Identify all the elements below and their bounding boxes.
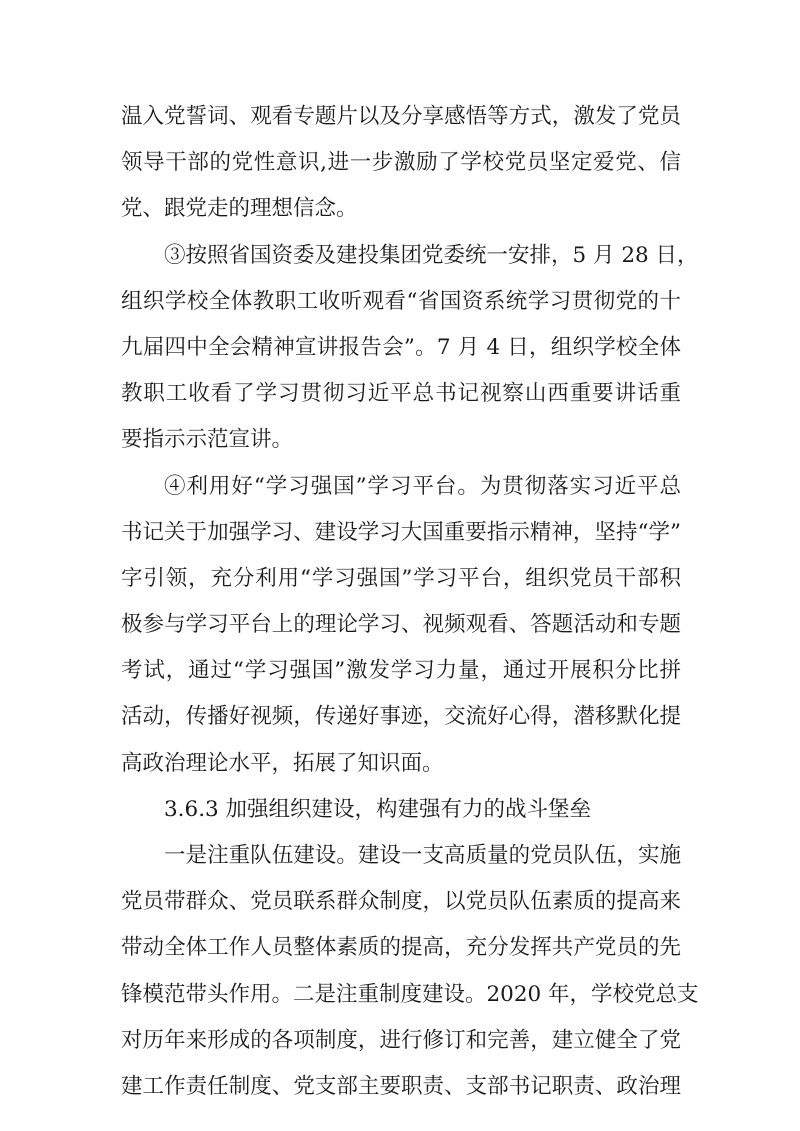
text-line: 领导干部的党性意识,进一步激励了学校党员坚定爱党、信 — [121, 150, 681, 176]
text-line: 教职工收看了学习贯彻习近平总书记视察山西重要讲话重 — [121, 381, 681, 407]
text-line: ③按照省国资委及建投集团党委统一安排，5 月 28 日， — [164, 242, 699, 268]
text-line: 带动全体工作人员整体素质的提高，充分发挥共产党员的先 — [121, 935, 681, 961]
text-line: 组织学校全体教职工收听观看“省国资系统学习贯彻党的十 — [121, 288, 681, 314]
text-line: 书记关于加强学习、建设学习大国重要指示精神，坚持“学” — [121, 519, 681, 545]
text-line: 要指示示范宣讲。 — [121, 427, 294, 453]
text-line: ④利用好“学习强国”学习平台。为贯彻落实习近平总 — [164, 473, 681, 499]
body-text — [121, 94, 699, 1110]
text-line: 字引领，充分利用“学习强国”学习平台，组织党员干部积 — [121, 565, 681, 591]
text-line: 活动，传播好视频，传递好事迹，交流好心得，潜移默化提 — [121, 704, 681, 730]
text-line: 锋模范带头作用。二是注重制度建设。2020 年，学校党总支 — [121, 981, 699, 1007]
section-heading: 3.6.3 加强组织建设，构建强有力的战斗堡垒 — [164, 796, 592, 822]
text-line: 党、跟党走的理想信念。 — [121, 196, 358, 222]
text-line: 极参与学习平台上的理论学习、视频观看、答题活动和专题 — [121, 612, 681, 638]
text-line: 一是注重队伍建设。建设一支高质量的党员队伍，实施 — [164, 843, 681, 868]
text-line: 九届四中全会精神宣讲报告会”。7 月 4 日，组织学校全体 — [121, 334, 681, 360]
text-line: 党员带群众、党员联系群众制度，以党员队伍素质的提高来 — [121, 889, 681, 915]
text-line: 建工作责任制度、党支部主要职责、支部书记职责、政治理 — [121, 1073, 681, 1099]
text-line: 考试，通过“学习强国”激发学习力量，通过开展积分比拼 — [121, 658, 681, 684]
text-line: 对历年来形成的各项制度，进行修订和完善，建立健全了党 — [121, 1027, 681, 1053]
text-line: 温入党誓词、观看专题片以及分享感悟等方式，激发了党员 — [121, 104, 681, 129]
text-line: 高政治理论水平，拓展了知识面。 — [121, 750, 444, 776]
